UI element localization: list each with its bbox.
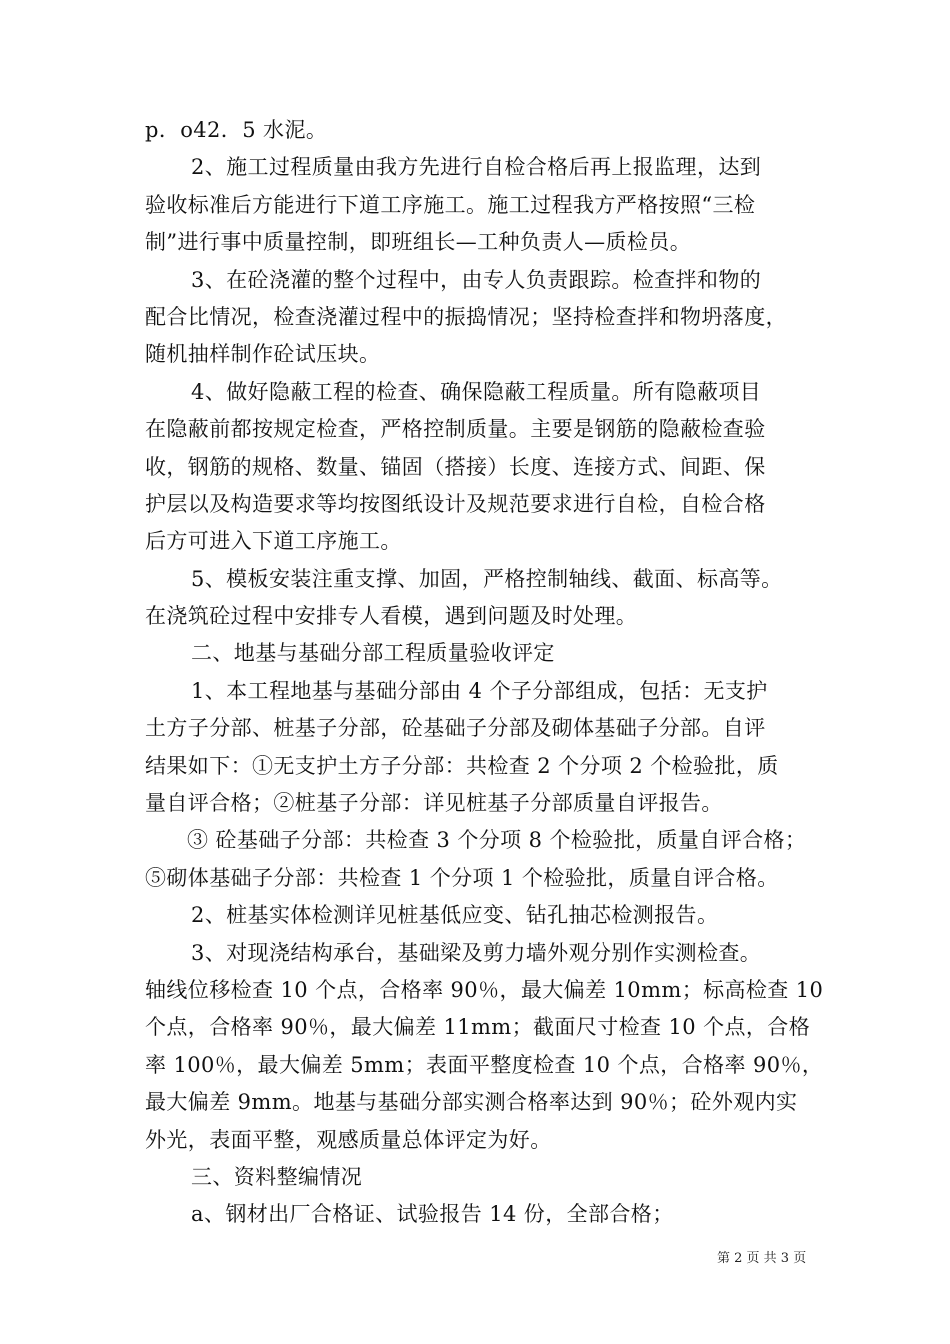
text-line: 随机抽样制作砼试压块。 xyxy=(145,342,381,367)
text-line: 量自评合格；②桩基子分部：详见桩基子分部质量自评报告。 xyxy=(145,791,723,816)
text-line: ⑤砌体基础子分部：共检查 1 个分项 1 个检验批，质量自评合格。 xyxy=(145,865,779,890)
document-body xyxy=(145,112,824,1234)
text-line: p．o42．5 水泥。 xyxy=(145,118,328,142)
paragraph-item-a-start: a、钢材出厂合格证、试验报告 14 份，全部合格； xyxy=(191,1202,674,1227)
paragraph-item-2-start: 2、桩基实体检测详见桩基低应变、钻孔抽芯检测报告。 xyxy=(191,903,719,928)
paragraph-item-2-start: 2、施工过程质量由我方先进行自检合格后再上报监理，达到 xyxy=(191,155,762,180)
paragraph-item-3-start: 3、在砼浇灌的整个过程中，由专人负责跟踪。检查拌和物的 xyxy=(191,267,762,292)
section-heading-2: 二、地基与基础分部工程质量验收评定 xyxy=(191,641,555,666)
paragraph-item-4-start: 4、做好隐蔽工程的检查、确保隐蔽工程质量。所有隐蔽项目 xyxy=(191,379,762,404)
text-line: 个点，合格率 90％，最大偏差 11mm；截面尺寸检查 10 个点，合格 xyxy=(145,1015,811,1040)
paragraph-item-5-start: 5、模板安装注重支撑、加固，严格控制轴线、截面、标高等。 xyxy=(191,566,783,591)
paragraph-item-3-start: 3、对现浇结构承台，基础梁及剪力墙外观分别作实测检查。 xyxy=(191,940,762,965)
text-line: 在浇筑砼过程中安排专人看模，遇到问题及时处理。 xyxy=(145,604,638,629)
section-heading-3: 三、资料整编情况 xyxy=(191,1164,363,1189)
text-line: 土方子分部、桩基子分部，砼基础子分部及砌体基础子分部。自评 xyxy=(145,716,766,741)
text-line: 验收标准后方能进行下道工序施工。施工过程我方严格按照“三检 xyxy=(145,192,756,217)
text-line: 配合比情况，检查浇灌过程中的振捣情况；坚持检查拌和物坍落度， xyxy=(145,304,787,329)
page-number: 第 2 页 共 3 页 xyxy=(717,1251,807,1266)
text-line: 率 100％，最大偏差 5mm；表面平整度检查 10 个点，合格率 90％， xyxy=(145,1052,824,1077)
text-line: 外光，表面平整，观感质量总体评定为好。 xyxy=(145,1127,552,1152)
text-line: 收，钢筋的规格、数量、锚固（搭接）长度、连接方式、间距、保 xyxy=(145,454,766,479)
text-line: 制”进行事中质量控制，即班组长—工种负责人—质检员。 xyxy=(145,230,692,255)
text-line: 护层以及构造要求等均按图纸设计及规范要求进行自检，自检合格 xyxy=(145,491,766,516)
text-line: 后方可进入下道工序施工。 xyxy=(145,529,402,554)
text-line: 最大偏差 9mm。地基与基础分部实测合格率达到 90％；砼外观内实 xyxy=(145,1090,798,1115)
text-line: 结果如下：①无支护土方子分部：共检查 2 个分项 2 个检验批，质 xyxy=(145,753,779,778)
paragraph-subitem-3-start: ③ 砼基础子分部：共检查 3 个分项 8 个检验批，质量自评合格； xyxy=(187,828,807,853)
paragraph-item-1-start: 1、本工程地基与基础分部由 4 个子分部组成，包括：无支护 xyxy=(191,678,768,703)
text-line: 在隐蔽前都按规定检查，严格控制质量。主要是钢筋的隐蔽检查验 xyxy=(145,417,766,442)
text-line: 轴线位移检查 10 个点，合格率 90％，最大偏差 10mm；标高检查 10 xyxy=(145,977,824,1002)
